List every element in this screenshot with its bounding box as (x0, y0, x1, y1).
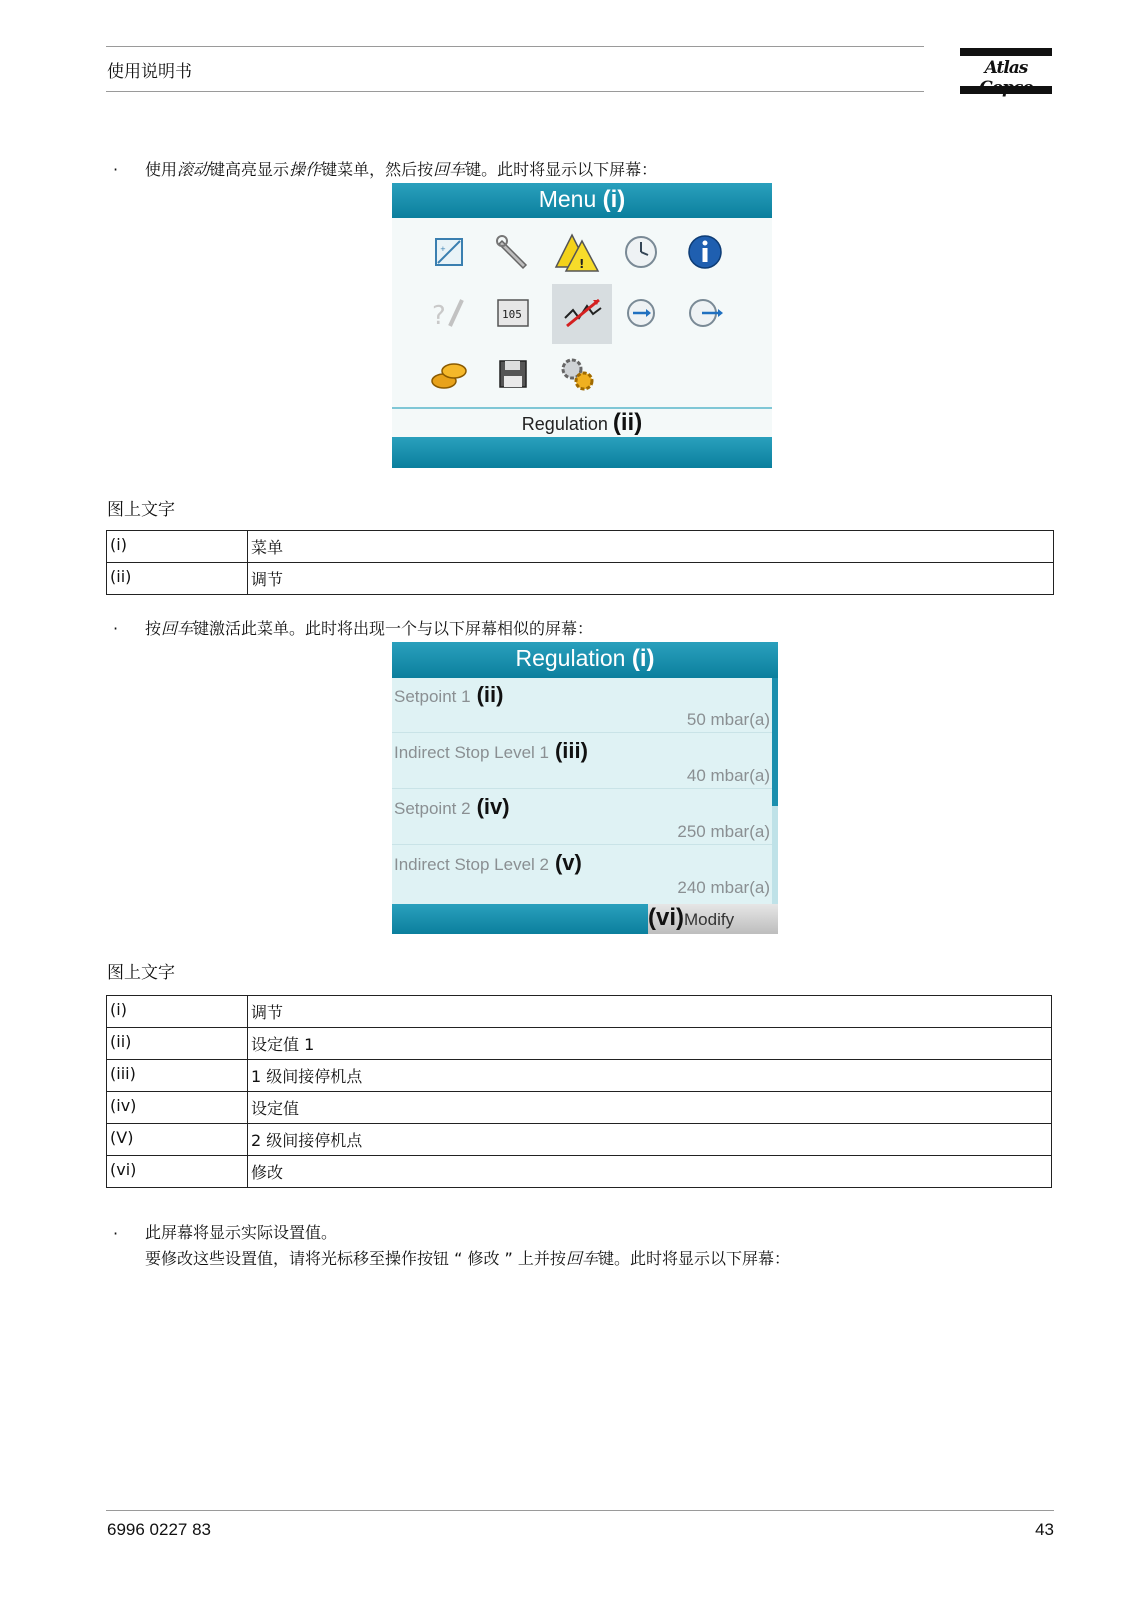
svg-text:!: ! (579, 257, 585, 271)
test-icon[interactable] (424, 288, 474, 338)
regulation-scrollbar[interactable] (772, 678, 778, 908)
header-title: 使用说明书 (107, 62, 192, 82)
table-row: (ii) 设定值 1 (107, 1028, 1052, 1060)
regulation-title: Regulation (515, 645, 626, 671)
bullet1-text: 使用滚动键高亮显示操作键菜单，然后按回车键。此时将显示以下屏幕： (145, 160, 658, 179)
bullet3-line1: 此屏幕将显示实际设置值。 (145, 1223, 338, 1242)
footer-page-number: 43 (1035, 1520, 1054, 1539)
gears-icon[interactable] (552, 349, 602, 399)
table1-caption: 图上文字 (107, 500, 175, 520)
coins-icon[interactable] (424, 349, 474, 399)
inputs-icon[interactable] (424, 227, 474, 277)
svg-text:?: ? (432, 301, 446, 331)
menu-selected-annotation: (ii) (612, 409, 643, 436)
wrench-icon[interactable] (488, 227, 538, 277)
table-row: (iv) 设定值 (107, 1092, 1052, 1124)
footer-doc-number: 6996 0227 83 (107, 1520, 211, 1539)
setting-row-setpoint-2[interactable]: Setpoint 2 (iv) 250 mbar(a) (392, 790, 772, 845)
table-row: (i) 调节 (107, 996, 1052, 1028)
clock-icon[interactable] (616, 227, 666, 277)
svg-text:105: 105 (502, 308, 522, 321)
svg-text:+: + (440, 245, 446, 253)
setting-row-indirect-stop-1[interactable]: Indirect Stop Level 1 (iii) 40 mbar(a) (392, 734, 772, 789)
atlas-copco-logo (960, 48, 1052, 94)
table-row: (iii) 1 级间接停机点 (107, 1060, 1052, 1092)
table2-legend (106, 995, 1052, 1188)
menu-screen (392, 183, 772, 468)
bullet-dot: · (113, 619, 119, 638)
header-top-rule (106, 46, 924, 47)
floppy-icon[interactable] (488, 349, 538, 399)
modify-button[interactable]: (vi)Modify (648, 904, 778, 934)
regulation-title-annotation: (i) (631, 645, 655, 672)
table-row: (vi) 修改 (107, 1156, 1052, 1188)
bullet-dot: · (113, 160, 119, 179)
table2-caption: 图上文字 (107, 963, 175, 983)
table1-legend (106, 530, 1054, 595)
logo-text: Atlas (984, 58, 1028, 78)
header-bottom-rule (106, 91, 924, 92)
table-row: (i) 菜单 (107, 531, 1054, 563)
regulation-title-bar (392, 642, 778, 678)
start-arrow-icon[interactable] (680, 288, 730, 338)
table-row: (ii) 调节 (107, 563, 1054, 595)
menu-title-annotation: (i) (602, 186, 626, 213)
bullet2-text: 按回车键激活此菜单。此时将出现一个与以下屏幕相似的屏幕： (145, 619, 594, 638)
warning-icon[interactable] (552, 227, 602, 277)
counter-icon[interactable] (488, 288, 538, 338)
bullet3-line2: 要修改这些设置值，请将光标移至操作按钮 “ 修改 ” 上并按回车键。此时将显示以下屏幕： (145, 1249, 790, 1268)
regulation-screen (392, 642, 778, 934)
footer-rule (106, 1510, 1054, 1511)
menu-bottom-bar (392, 437, 772, 468)
table-row: (V) 2 级间接停机点 (107, 1124, 1052, 1156)
info-icon[interactable] (680, 227, 730, 277)
bullet-dot: · (113, 1224, 119, 1243)
scrollbar-thumb[interactable] (772, 678, 778, 806)
setting-row-setpoint-1[interactable]: Setpoint 1 (ii) 50 mbar(a) (392, 678, 772, 733)
menu-selected-label: Regulation (ii) (521, 409, 643, 436)
stop-arrow-icon[interactable] (616, 288, 666, 338)
setting-row-indirect-stop-2[interactable]: Indirect Stop Level 2 (v) 240 mbar(a) (394, 850, 770, 897)
menu-title-bar (392, 183, 772, 218)
menu-title: Menu (538, 186, 597, 212)
regulation-icon[interactable] (557, 288, 607, 338)
